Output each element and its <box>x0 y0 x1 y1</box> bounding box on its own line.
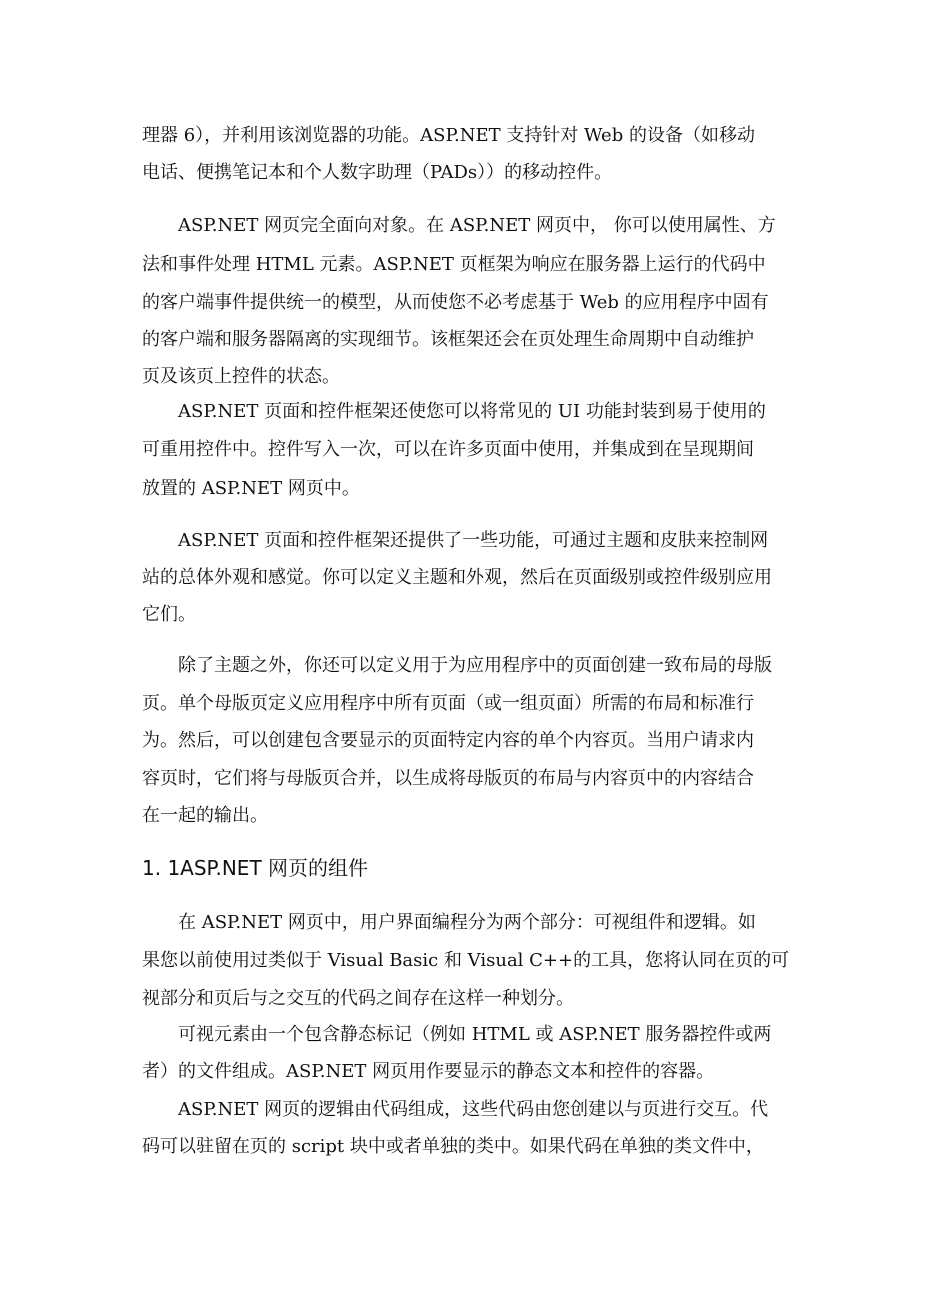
paragraph-line: 果您以前使用过类似于 Visual Basic 和 Visual C++的工具，您将认同在页的可 <box>142 950 790 971</box>
paragraph-line: ASP.NET 页面和控件框架还使您可以将常见的 UI 功能封装到易于使用的 <box>178 401 766 422</box>
paragraph-line: 除了主题之外，你还可以定义用于为应用程序中的页面创建一致布局的母版 <box>178 655 772 676</box>
paragraph-line: 法和事件处理 HTML 元素。ASP.NET 页框架为响应在服务器上运行的代码中 <box>142 254 766 275</box>
paragraph-line: 页及该页上控件的状态。 <box>142 366 340 387</box>
paragraph-line: ASP.NET 网页的逻辑由代码组成，这些代码由您创建以与页进行交互。代 <box>178 1099 769 1120</box>
paragraph-line: 电话、便携笔记本和个人数字助理（PADs））的移动控件。 <box>142 162 613 183</box>
paragraph-line: 视部分和页后与之交互的代码之间存在这样一种划分。 <box>142 988 574 1009</box>
paragraph-line: 的客户端和服务器隔离的实现细节。该框架还会在页处理生命周期中自动维护 <box>142 329 754 350</box>
paragraph-line: ASP.NET 页面和控件框架还提供了一些功能，可通过主题和皮肤来控制网 <box>178 530 769 551</box>
paragraph-line: 理器 6），并利用该浏览器的功能。ASP.NET 支持针对 Web 的设备（如移动 <box>142 125 755 146</box>
paragraph-line: 放置的 ASP.NET 网页中。 <box>142 478 360 499</box>
paragraph-line: 站的总体外观和感觉。你可以定义主题和外观，然后在页面级别或控件级别应用 <box>142 567 772 588</box>
paragraph-line: ASP.NET 网页完全面向对象。在 ASP.NET 网页中， 你可以使用属性、方 <box>178 215 776 236</box>
paragraph-line: 的客户端事件提供统一的模型，从而使您不必考虑基于 Web 的应用程序中固有 <box>142 292 769 313</box>
paragraph-line: 在一起的输出。 <box>142 805 268 826</box>
paragraph-line: 容页时，它们将与母版页合并，以生成将母版页的布局与内容页中的内容结合 <box>142 768 754 789</box>
paragraph-line: 它们。 <box>142 604 196 625</box>
paragraph-line: 在 ASP.NET 网页中，用户界面编程分为两个部分：可视组件和逻辑。如 <box>178 912 756 933</box>
paragraph-line: 页。单个母版页定义应用程序中所有页面（或一组页面）所需的布局和标准行 <box>142 693 754 714</box>
paragraph-line: 可重用控件中。控件写入一次，可以在许多页面中使用，并集成到在呈现期间 <box>142 439 754 460</box>
paragraph-line: 可视元素由一个包含静态标记（例如 HTML 或 ASP.NET 服务器控件或两 <box>178 1024 772 1045</box>
paragraph-line: 码可以驻留在页的 script 块中或者单独的类中。如果代码在单独的类文件中， <box>142 1136 764 1157</box>
section-heading: 1. 1ASP.NET 网页的组件 <box>142 856 369 880</box>
paragraph-line: 为。然后，可以创建包含要显示的页面特定内容的单个内容页。当用户请求内 <box>142 730 754 751</box>
paragraph-line: 者）的文件组成。ASP.NET 网页用作要显示的静态文本和控件的容器。 <box>142 1061 715 1082</box>
